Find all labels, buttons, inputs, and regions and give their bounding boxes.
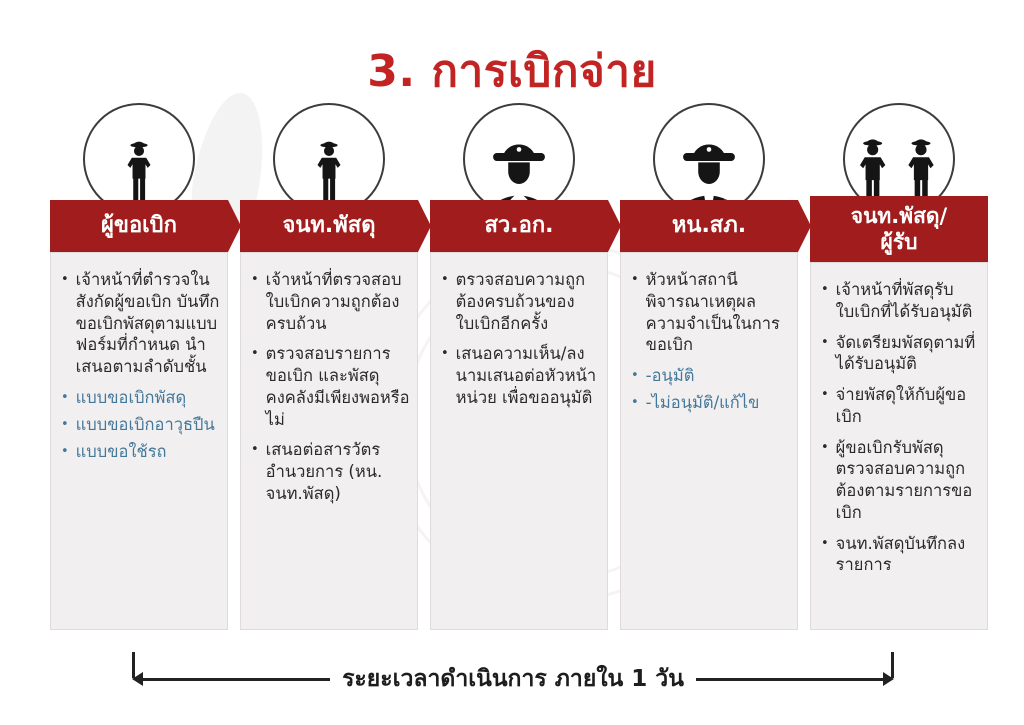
officer-icon-circle [83, 103, 195, 215]
bullet-icon: • [251, 272, 259, 287]
page-title: 3. การเบิกจ่าย [367, 46, 657, 97]
step-banner [810, 196, 988, 262]
timeline-row [132, 666, 894, 692]
form-link-item[interactable] [631, 392, 791, 414]
step-item-text: เสนอต่อสารวัตรอำนวยการ (หน. จนท.พัสดุ) [265, 440, 383, 503]
step-item [251, 439, 411, 504]
timeline-arrow [132, 652, 894, 698]
form-link-item[interactable] [61, 414, 221, 436]
step-item-text: จนท.พัสดุบันทึกลงรายการ [835, 533, 966, 575]
right-arrowhead-icon [883, 672, 894, 686]
step-banner-label: จนท.พัสดุ/ ผู้รับ [850, 203, 948, 254]
process-column [620, 100, 798, 632]
step-item [821, 332, 981, 376]
bullet-icon: • [821, 334, 829, 350]
step-item-text: -ไม่อนุมัติ/แก้ไข [645, 393, 760, 413]
officer-icon-circle [653, 103, 765, 215]
step-card [430, 252, 608, 630]
step-banner-label: หน.สภ. [671, 213, 747, 239]
step-item-text: เจ้าหน้าที่พัสดุรับใบเบิกที่ได้รับอนุมัติ [835, 280, 973, 321]
step-item [821, 533, 981, 577]
step-card [240, 252, 418, 630]
process-columns [50, 100, 988, 632]
timeline-label: ระยะเวลาดำเนินการ ภายใน 1 วัน [342, 666, 684, 692]
process-column [430, 100, 608, 632]
step-item [251, 343, 411, 430]
left-arrowhead-icon [132, 672, 143, 686]
bullet-icon: • [441, 346, 449, 362]
bullet-icon: • [631, 395, 639, 411]
bullet-icon: • [61, 444, 69, 460]
step-banner [620, 200, 798, 252]
bullet-icon: • [61, 272, 69, 287]
form-link-item[interactable] [61, 441, 221, 463]
step-banner [240, 200, 418, 252]
step-item-list [631, 269, 791, 414]
bullet-icon: • [61, 416, 69, 432]
bullet-icon: • [821, 387, 829, 403]
bullet-icon: • [251, 442, 259, 458]
step-item [821, 384, 981, 428]
step-banner [430, 200, 608, 252]
step-item-list [441, 269, 601, 409]
step-banner-label: ผู้ขอเบิก [101, 213, 177, 239]
step-item [821, 279, 981, 323]
timeline-line-left [143, 678, 330, 681]
step-item-text: ตรวจสอบรายการขอเบิก และพัสดุคงคลังมีเพียงพอหรือไม่ [265, 344, 410, 429]
bullet-icon: • [821, 439, 829, 455]
step-item-list [251, 269, 411, 505]
step-item [441, 269, 601, 334]
form-link-item[interactable] [631, 365, 791, 387]
step-item-list [821, 279, 981, 576]
bullet-icon: • [441, 272, 449, 287]
bullet-icon: • [821, 535, 829, 551]
step-item [251, 269, 411, 334]
bullet-icon: • [61, 389, 69, 405]
step-card [620, 252, 798, 630]
bullet-icon: • [631, 272, 639, 287]
process-column [810, 100, 988, 632]
officer-icon-circle [463, 103, 575, 215]
step-item-text: หัวหน้าสถานีพิจารณาเหตุผลความจำเป็นในการขอเบิก [645, 270, 780, 355]
bullet-icon: • [251, 346, 259, 362]
step-item-text: ผู้ขอเบิกรับพัสดุตรวจสอบความถูกต้องตามรายการขอเบิก [835, 437, 973, 522]
step-item-text: เจ้าหน้าที่ตรวจสอบใบเบิกความถูกต้องครบถ้วน [265, 270, 402, 333]
step-item-text: ตรวจสอบความถูกต้องครบถ้วนของใบเบิกอีกครั้ง [455, 270, 586, 333]
process-column [50, 100, 228, 632]
step-item-text: จ่ายพัสดุให้กับผู้ขอเบิก [835, 385, 967, 426]
step-card [810, 262, 988, 630]
bullet-icon: • [631, 368, 639, 384]
step-card [50, 252, 228, 630]
step-banner-label: จนท.พัสดุ [282, 213, 376, 239]
step-item [821, 437, 981, 524]
step-item-text: แบบขอเบิกอาวุธปืน [75, 414, 215, 434]
officer-icon-circle [273, 103, 385, 215]
process-column [240, 100, 418, 632]
step-item [441, 343, 601, 408]
bullet-icon: • [821, 282, 829, 297]
step-item-text: แบบขอเบิกพัสดุ [75, 387, 187, 407]
step-item-text: -อนุมัติ [645, 366, 695, 386]
step-banner-label: สว.อก. [484, 213, 554, 239]
step-item-text: แบบขอใช้รถ [75, 442, 167, 462]
form-link-item[interactable] [61, 387, 221, 409]
step-banner [50, 200, 228, 252]
step-item-text: เจ้าหน้าที่ตำรวจในสังกัดผู้ขอเบิก บันทึกขอเบิกพัสดุตามแบบฟอร์มที่กำหนด นำเสนอตามลำดับชั้น [75, 270, 220, 377]
step-item-text: เสนอความเห็น/ลงนามเสนอต่อหัวหน้าหน่วย เพื่อขออนุมัติ [455, 344, 597, 407]
timeline-line-right [696, 678, 883, 681]
step-item-text: จัดเตรียมพัสดุตามที่ได้รับอนุมัติ [835, 332, 976, 374]
step-item [631, 269, 791, 356]
step-item [61, 269, 221, 378]
step-item-list [61, 269, 221, 463]
